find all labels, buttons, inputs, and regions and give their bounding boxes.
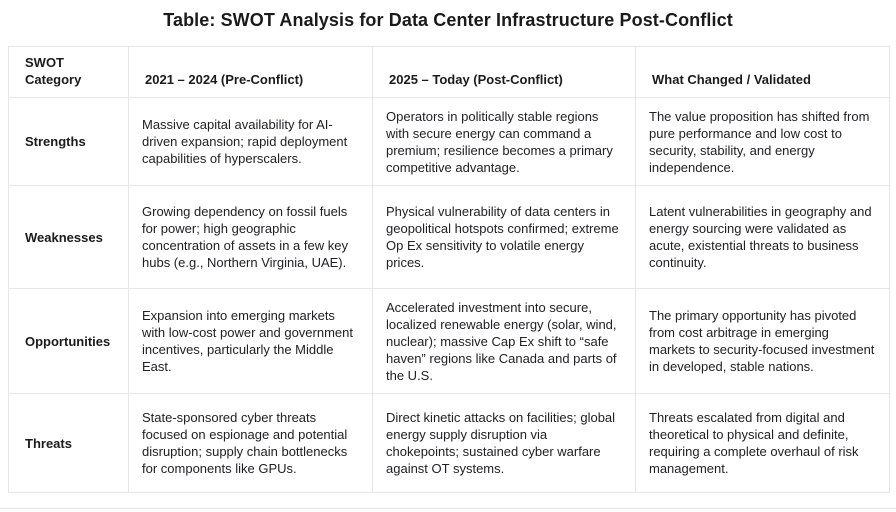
page-bottom-divider xyxy=(0,508,896,509)
cell-opportunities-post-conflict: Accelerated investment into secure, localized renewable energy (solar, wind, nuclear); massive Cap Ex shift to “safe haven” regions like Canada and parts of the U.S. xyxy=(373,289,636,394)
row-label-strengths: Strengths xyxy=(9,98,129,186)
cell-opportunities-pre-conflict: Expansion into emerging markets with low-cost power and government incentives, particularly the Middle East. xyxy=(129,289,373,394)
cell-strengths-pre-conflict: Massive capital availability for AI-driven expansion; rapid deployment capabilities of hyperscalers. xyxy=(129,98,373,186)
page-title: Table: SWOT Analysis for Data Center Infrastructure Post-Conflict xyxy=(163,10,733,30)
row-label-threats: Threats xyxy=(9,394,129,493)
cell-threats-pre-conflict: State-sponsored cyber threats focused on espionage and potential disruption; supply chain bottlenecks for components like GPUs. xyxy=(129,394,373,493)
cell-threats-post-conflict: Direct kinetic attacks on facilities; global energy supply disruption via chokepoints; sustained cyber warfare against OT systems. xyxy=(373,394,636,493)
cell-threats-what-changed: Threats escalated from digital and theoretical to physical and definite, requiring a complete overhaul of risk management. xyxy=(636,394,890,493)
swot-table xyxy=(8,46,890,493)
cell-strengths-post-conflict: Operators in politically stable regions with secure energy can command a premium; resilience becomes a primary competitive advantage. xyxy=(373,98,636,186)
table-row-threats xyxy=(9,394,890,493)
cell-strengths-what-changed: The value proposition has shifted from pure performance and low cost to security, stability, and energy independence. xyxy=(636,98,890,186)
table-header-row xyxy=(9,47,890,98)
column-header-post-conflict: 2025 – Today (Post-Conflict) xyxy=(373,47,636,98)
table-row-opportunities xyxy=(9,289,890,394)
column-header-what-changed: What Changed / Validated xyxy=(636,47,890,98)
row-label-weaknesses: Weaknesses xyxy=(9,186,129,289)
column-header-swot-category: SWOT Category xyxy=(9,47,129,98)
cell-opportunities-what-changed: The primary opportunity has pivoted from cost arbitrage in emerging markets to security-focused investment in developed, stable nations. xyxy=(636,289,890,394)
cell-weaknesses-pre-conflict: Growing dependency on fossil fuels for power; high geographic concentration of assets in a few key hubs (e.g., Northern Virginia, UAE). xyxy=(129,186,373,289)
table-row-strengths xyxy=(9,98,890,186)
cell-weaknesses-what-changed: Latent vulnerabilities in geography and energy sourcing were validated as acute, existential threats to business continuity. xyxy=(636,186,890,289)
column-header-pre-conflict: 2021 – 2024 (Pre-Conflict) xyxy=(129,47,373,98)
table-row-weaknesses xyxy=(9,186,890,289)
cell-weaknesses-post-conflict: Physical vulnerability of data centers in geopolitical hotspots confirmed; extreme Op Ex sensitivity to volatile energy prices. xyxy=(373,186,636,289)
row-label-opportunities: Opportunities xyxy=(9,289,129,394)
page xyxy=(0,9,896,493)
